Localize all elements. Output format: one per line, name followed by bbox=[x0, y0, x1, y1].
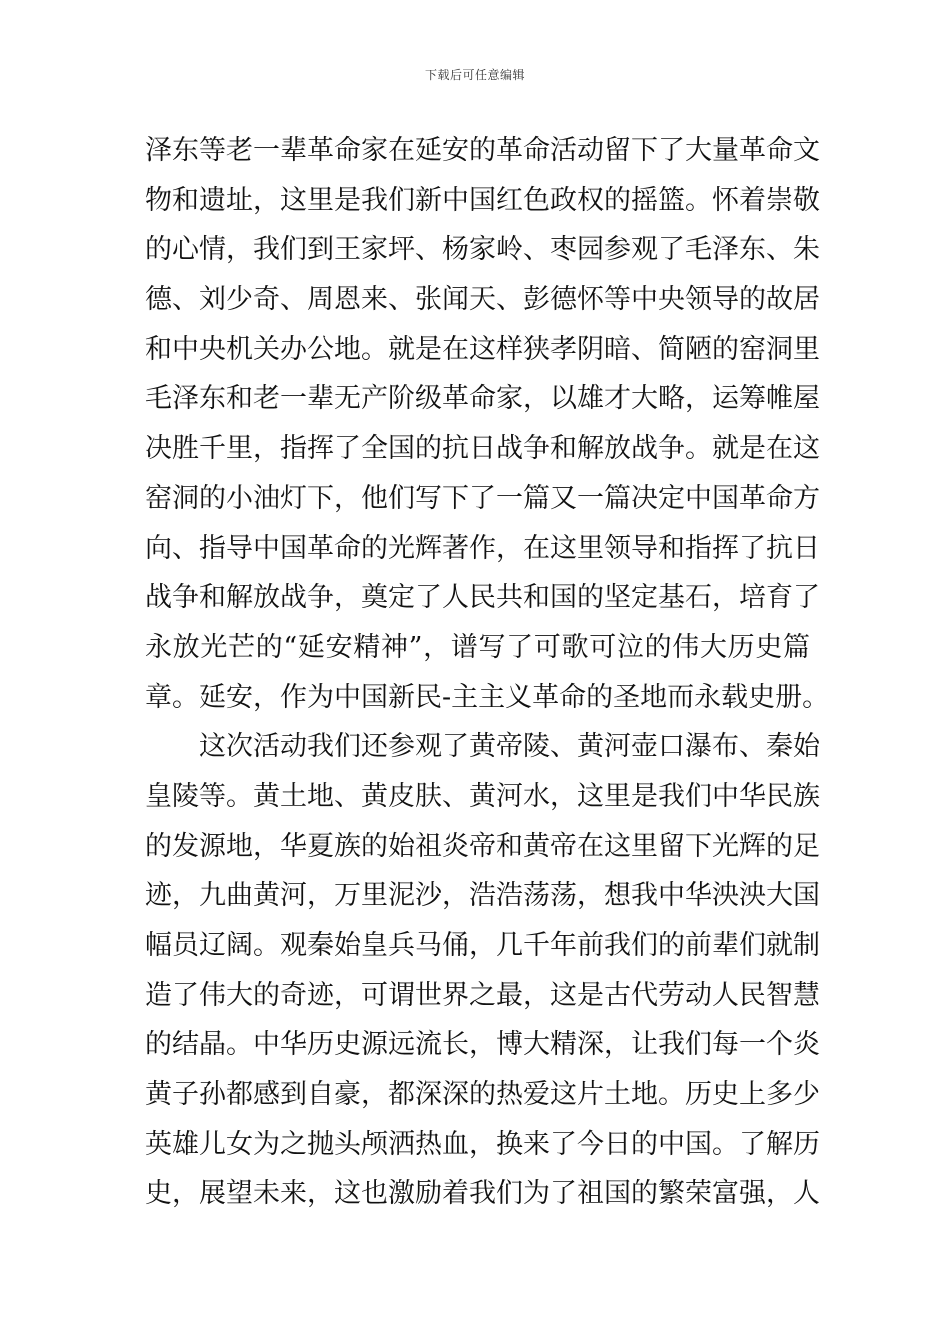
text-line: 毛泽东和老一辈无产阶级革命家，以雄才大略，运筹帷屋 bbox=[145, 383, 820, 415]
paragraph-1 bbox=[145, 126, 830, 722]
text-line: 战争和解放战争，奠定了人民共和国的坚定基石，培育了 bbox=[145, 582, 820, 614]
text-line: 的结晶。中华历史源远流长，博大精深，让我们每一个炎 bbox=[145, 1029, 820, 1061]
text-line: 德、刘少奇、周恩来、张闻天、彭德怀等中央领导的故居 bbox=[145, 284, 820, 316]
text-line: 的发源地，华夏族的始祖炎帝和黄帝在这里留下光辉的足 bbox=[145, 830, 820, 862]
body-text bbox=[145, 126, 830, 1219]
text-line: 物和遗址，这里是我们新中国红色政权的摇篮。怀着崇敬 bbox=[145, 184, 820, 216]
text-line: 泽东等老一辈革命家在延安的革命活动留下了大量革命文 bbox=[145, 135, 820, 166]
text-line: 的心情，我们到王家坪、杨家岭、枣园参观了毛泽东、朱 bbox=[145, 234, 820, 266]
text-line: 永放光芒的“延安精神”，谱写了可歌可泣的伟大历史篇 bbox=[145, 631, 810, 663]
text-line: 黄子孙都感到自豪，都深深的热爱这片土地。历史上多少 bbox=[145, 1079, 820, 1111]
text-line: 史，展望未来，这也激励着我们为了祖国的繁荣富强，人 bbox=[145, 1178, 820, 1210]
text-line: 皇陵等。黄土地、黄皮肤、黄河水，这里是我们中华民族 bbox=[145, 780, 820, 812]
text-line: 窑洞的小油灯下，他们写下了一篇又一篇决定中国革命方 bbox=[145, 482, 820, 514]
text-line: 造了伟大的奇迹，可谓世界之最，这是古代劳动人民智慧 bbox=[145, 979, 820, 1011]
text-line: 这次活动我们还参观了黄帝陵、黄河壶口瀑布、秦始 bbox=[199, 731, 820, 763]
text-line: 和中央机关办公地。就是在这样狭孝阴暗、简陋的窑洞里 bbox=[145, 333, 820, 365]
text-line: 向、指导中国革命的光辉著作，在这里领导和指挥了抗日 bbox=[145, 532, 820, 564]
text-line: 章。延安，作为中国新民-主主义革命的圣地而永载史册。 bbox=[145, 681, 830, 713]
text-line: 英雄儿女为之抛头颅洒热血，换来了今日的中国。了解历 bbox=[145, 1128, 820, 1160]
text-line: 幅员辽阔。观秦始皇兵马俑，几千年前我们的前辈们就制 bbox=[145, 930, 820, 961]
text-line: 决胜千里，指挥了全国的抗日战争和解放战争。就是在这 bbox=[145, 433, 820, 465]
text-line: 迹，九曲黄河，万里泥沙，浩浩荡荡，想我中华泱泱大国 bbox=[145, 880, 820, 912]
page-header: 下载后可任意编辑 bbox=[424, 68, 525, 82]
paragraph-2 bbox=[145, 722, 820, 1219]
